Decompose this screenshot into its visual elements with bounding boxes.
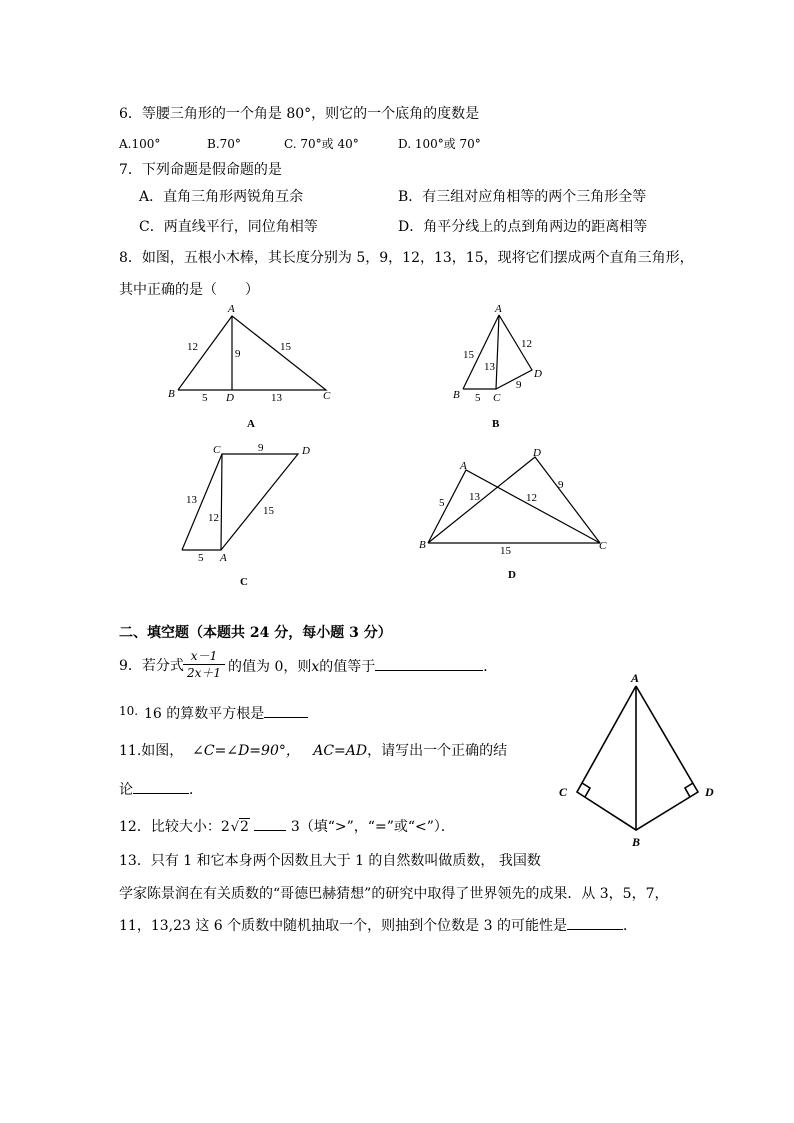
q11-condition-sides: AC=AD bbox=[313, 743, 368, 759]
fig-b-side-9: 9 bbox=[516, 379, 522, 391]
fig-a-side-12: 12 bbox=[187, 341, 198, 353]
fig11-label-d: D bbox=[705, 785, 714, 799]
fig-b-label-c: C bbox=[493, 392, 501, 404]
q9-fraction bbox=[183, 648, 225, 681]
fig-b-side-15: 15 bbox=[463, 349, 474, 361]
fig-a-side-15: 15 bbox=[280, 341, 291, 353]
q11-line2 bbox=[119, 781, 203, 798]
fig-c-side-15: 15 bbox=[263, 505, 274, 517]
fig-b-label-b: B bbox=[453, 389, 460, 401]
fig-a-side-5: 5 bbox=[202, 392, 208, 404]
fig-b-caption: B bbox=[492, 418, 500, 430]
q7-option-a: A．直角三角形两锐角互余 bbox=[139, 189, 304, 205]
fig-b-label-a: A bbox=[495, 303, 502, 315]
fig-d-caption: D bbox=[508, 569, 516, 581]
q13-end: ． bbox=[622, 918, 637, 934]
q11-rest: ，请写出一个正确的结 bbox=[367, 743, 508, 759]
q11-figure bbox=[555, 670, 735, 850]
fig-c-side-9: 9 bbox=[258, 442, 264, 454]
q6-option-d: D. 100°或 70° bbox=[398, 137, 481, 151]
q10-answer-blank[interactable] bbox=[264, 705, 308, 718]
q11-condition-angles: ∠C=∠D=90°， bbox=[192, 743, 300, 759]
q11-answer-blank[interactable] bbox=[133, 781, 189, 794]
q9-var: x bbox=[311, 659, 320, 675]
q6-option-b: B.70° bbox=[207, 137, 241, 151]
q6-option-a: A.100° bbox=[119, 137, 161, 151]
q13-line1: 13．只有 1 和它本身两个因数且大于 1 的自然数叫做质数， 我国数 bbox=[119, 853, 541, 869]
fig-d-side-15: 15 bbox=[500, 545, 511, 557]
q13-answer-blank[interactable] bbox=[567, 917, 623, 930]
fig-d-label-d: D bbox=[533, 447, 541, 459]
q13-line3-text: 11，13,23 这 6 个质数中随机抽取一个，则抽到个位数是 3 的可能性是 bbox=[119, 918, 567, 934]
fig-d-label-b: B bbox=[419, 539, 426, 551]
q12-radicand: 2 bbox=[240, 819, 249, 835]
fig-d-side-13: 13 bbox=[469, 491, 480, 503]
fig-c-side-5: 5 bbox=[198, 552, 204, 564]
q12-line bbox=[119, 818, 455, 836]
q13-line2: 学家陈景润在有关质数的“哥德巴赫猜想”的研究中取得了世界领先的成果．从 3，5，7， bbox=[119, 886, 669, 902]
fig-d-side-9: 9 bbox=[558, 479, 564, 491]
q6-stem: 6．等腰三角形的一个角是 80°，则它的一个底角的度数是 bbox=[119, 106, 480, 122]
q6-option-c: C. 70°或 40° bbox=[284, 137, 359, 151]
q10-line bbox=[144, 705, 308, 722]
q9-numerator: x－1 bbox=[183, 648, 225, 665]
q10-text: 16 的算数平方根是 bbox=[144, 706, 265, 722]
q9-prefix: 9．若分式 bbox=[119, 658, 184, 674]
fig-d-side-5: 5 bbox=[439, 497, 445, 509]
fig-c-side-12: 12 bbox=[208, 512, 219, 524]
fig-a-label-d: D bbox=[226, 392, 234, 404]
q12-answer-blank[interactable] bbox=[254, 818, 286, 831]
fig11-label-c: C bbox=[559, 785, 568, 799]
q7-option-d: D．角平分线上的点到角两边的距离相等 bbox=[398, 219, 648, 235]
q8-figure-c bbox=[175, 440, 320, 590]
q8-stem-line1: 8．如图，五根小木棒，其长度分别为 5，9，12，13，15，现将它们摆成两个直角三角形， bbox=[119, 250, 694, 266]
fig-a-side-9: 9 bbox=[235, 348, 241, 360]
q11-prefix: 11.如图， bbox=[119, 743, 184, 759]
fig-b-side-12: 12 bbox=[521, 338, 532, 350]
q9-mid-text: 的值为 0，则 bbox=[228, 659, 312, 675]
fig-d-side-12: 12 bbox=[526, 492, 537, 504]
q7-option-b: B．有三组对应角相等的两个三角形全等 bbox=[398, 189, 647, 205]
q11-line1 bbox=[119, 743, 507, 759]
fig-c-side-13: 13 bbox=[186, 494, 197, 506]
q10-number: 10. bbox=[119, 704, 139, 718]
q11-conclusion-label: 论 bbox=[119, 782, 133, 798]
fig-a-label-c: C bbox=[323, 390, 331, 402]
q8-figure-a bbox=[160, 300, 340, 435]
q12-sqrt: √2 bbox=[230, 819, 249, 835]
q8-stem-line2: 其中正确的是（ ） bbox=[119, 282, 259, 298]
q9-end: ． bbox=[483, 659, 498, 675]
fig-a-side-13: 13 bbox=[271, 392, 282, 404]
q9-answer-blank[interactable] bbox=[375, 658, 483, 671]
fig-b-label-d: D bbox=[534, 368, 542, 380]
q11-end: ． bbox=[189, 782, 203, 798]
fig-c-caption: C bbox=[240, 576, 248, 588]
fig-b-side-5: 5 bbox=[475, 392, 481, 404]
q8-figure-b bbox=[450, 300, 560, 435]
fig-a-label-a: A bbox=[228, 303, 235, 315]
fig-b-side-13: 13 bbox=[484, 361, 495, 373]
fig-a-label-b: B bbox=[168, 388, 175, 400]
fig-c-label-d: D bbox=[302, 445, 310, 457]
q12-prefix: 12．比较大小：2 bbox=[119, 819, 230, 835]
fig11-label-a: A bbox=[631, 671, 640, 685]
q7-stem: 7．下列命题是假命题的是 bbox=[119, 162, 282, 178]
fig-c-label-a: A bbox=[220, 552, 227, 564]
fig-c-label-c: C bbox=[213, 444, 221, 456]
q7-option-c: C．两直线平行，同位角相等 bbox=[139, 219, 318, 235]
fig-d-label-a: A bbox=[460, 460, 467, 472]
section-2-title: 二、填空题（本题共 24 分，每小题 3 分） bbox=[119, 625, 392, 641]
q9-denominator: 2x＋1 bbox=[186, 666, 222, 680]
q9-suffix: 的值等于 bbox=[319, 659, 376, 675]
q8-figure-d bbox=[415, 445, 615, 585]
q13-line3 bbox=[119, 917, 637, 934]
fig-a-caption: A bbox=[247, 418, 255, 430]
fig-d-label-c: C bbox=[599, 540, 607, 552]
q12-suffix: 3（填“>”，“=”或“<”）． bbox=[290, 819, 455, 835]
q9-mid bbox=[228, 658, 497, 675]
fig11-label-b: B bbox=[632, 835, 641, 849]
